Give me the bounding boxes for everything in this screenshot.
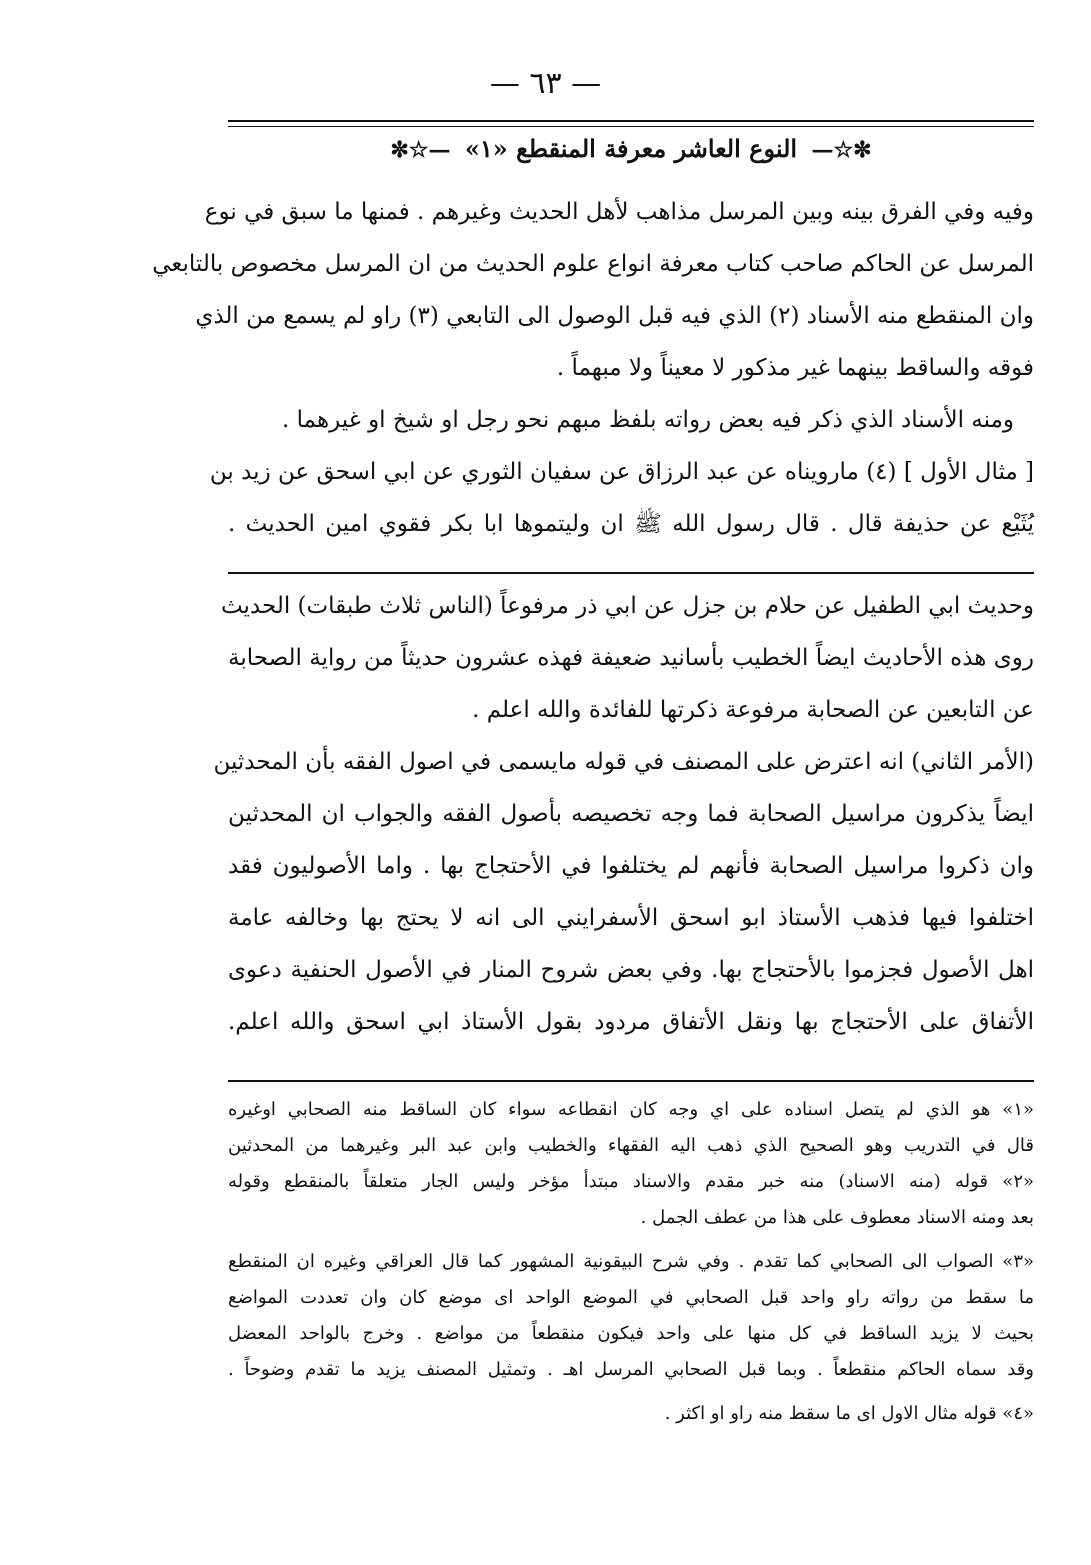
footnote-line: وقد سماه الحاكم منقطعاً . وبما قبل الصحابي المرسل اهـ . وتمثيل المصنف يزيد ما تقدم وضوحاً . (228, 1359, 1034, 1380)
main-line: المرسل عن الحاكم صاحب كتاب معرفة انواع علوم الحديث من ان المرسل مخصوص بالتابعي (152, 251, 1034, 277)
main-text (152, 186, 1034, 550)
main-line: يُثَيْع عن حذيفة قال . قال رسول الله ﷺ ان وليتموها ابا بكر فقوي امين الحديث . (228, 511, 1034, 537)
footnote-line: بعد ومنه الاسناد معطوف على هذا من عطف الجمل . (640, 1207, 1034, 1228)
footnote-line: «٢» قوله (منه الاسناد) منه خبر مقدم والاسناد مبتدأ مؤخر وليس الجار متعلقاً بالمنقطع وقوله (228, 1171, 1034, 1192)
header-rule (228, 120, 1034, 122)
footnote-line: «١» هو الذي لم يتصل اسناده على اي وجه كان انقطاعه سواء كان الساقط منه الصحابي اوغيره (228, 1099, 1034, 1120)
commentary-line: اختلفوا فيها فذهب الأستاذ ابو اسحق الأسفرايني الى انه لا يحتج بها وخالفه عامة (228, 905, 1034, 931)
footnotes (228, 1092, 1034, 1432)
footnote-line: قال في التدريب وهو الصحيح الذي ذهب اليه الفقهاء والخطيب وابن عبد البر وغيرهما من المحدثين (228, 1135, 1034, 1156)
chapter-title-row (228, 134, 1034, 163)
main-line: [ مثال الأول ] (٤) مارويناه عن عبد الرزاق عن سفيان الثوري عن ابي اسحق عن زيد بن (209, 459, 1034, 485)
footnote-line: «٣» الصواب الى الصحابي كما تقدم . وفي شرح البيقونية المشهور كما قال العراقي وغيره ان المنقطع (228, 1251, 1034, 1272)
footnote-line: ما سقط من رواته راو واحد قبل الصحابي في الموضع الواحد اى موضع كان وان تعددت المواضع (228, 1287, 1034, 1308)
section-divider (228, 572, 1034, 574)
header-rule-thin (228, 126, 1034, 127)
ornament-right: ✼☆— (811, 137, 872, 163)
chapter-title: النوع العاشر معرفة المنقطع «١» (464, 134, 798, 163)
commentary-line: الأتفاق على الأحتجاج بها ونقل الأتفاق مردود بقول الأستاذ ابي اسحق والله اعلم. (228, 1009, 1034, 1035)
main-line: فوقه والساقط بينهما غير مذكور لا معيناً ولا مبهماً . (556, 355, 1034, 381)
commentary-line: وحديث ابي الطفيل عن حلام بن جزل عن ابي ذر مرفوعاً (الناس ثلاث طبقات) الحديث (220, 593, 1034, 619)
page-number: — ٦٣ — (489, 66, 602, 101)
commentary-line: روى هذه الأحاديث ايضاً الخطيب بأسانيد ضعيفة فهذه عشرون حديثاً من رواية الصحابة (228, 645, 1034, 671)
ornament-left: —☆✼ (390, 137, 451, 163)
footnote-line: «٤» قوله مثال الاول اى ما سقط منه راو او اكثر . (664, 1403, 1034, 1424)
footnote-divider (228, 1080, 1034, 1082)
commentary-line: وان ذكروا مراسيل الصحابة فأنهم لم يختلفوا في الأحتجاج بها . واما الأصوليون فقد (228, 853, 1034, 879)
main-line: ومنه الأسناد الذي ذكر فيه بعض رواته بلفظ مبهم نحو رجل او شيخ او غيرهما . (282, 407, 1014, 433)
commentary-line: اهل الأصول فجزموا بالأحتجاج بها. وفي بعض شروح المنار في الأصول الحنفية دعوى (228, 957, 1034, 983)
footnote-line: بحيث لا يزيد الساقط في كل منها على واحد فيكون منقطعاً من مواضع . وخرج بالواحد المعضل (228, 1323, 1034, 1344)
commentary-line: (الأمر الثاني) انه اعترض على المصنف في قوله مايسمى في اصول الفقه بأن المحدثين (213, 749, 1034, 775)
commentary-line: عن التابعين عن الصحابة مرفوعة ذكرتها للفائدة والله اعلم . (472, 697, 1034, 723)
commentary-text (213, 580, 1034, 1048)
commentary-line: ايضاً يذكرون مراسيل الصحابة فما وجه تخصيصه بأصول الفقه والجواب ان المحدثين (228, 801, 1034, 827)
main-line: وفيه وفي الفرق بينه وبين المرسل مذاهب لأهل الحديث وغيرهم . فمنها ما سبق في نوع (204, 199, 1034, 225)
main-line: وان المنقطع منه الأسناد (٢) الذي فيه قبل الوصول الى التابعي (٣) راو لم يسمع من الذي (195, 303, 1034, 329)
